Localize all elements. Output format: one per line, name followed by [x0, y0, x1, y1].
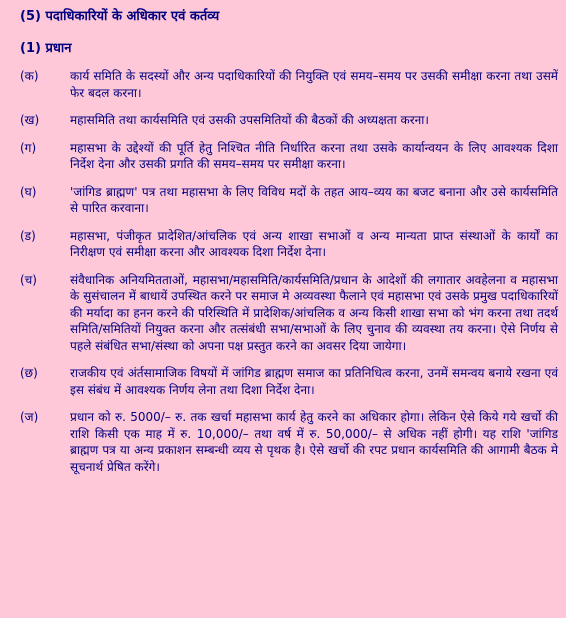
item-text: महासभा, पंजीकृत प्रादेशित/आंचलिक एवं अन्य शाखा सभाओं व अन्य मान्यता प्राप्त संस्थाओं के कार्यों का निरीक्षण एवं समीक्षा करना और आवश्यक दिशा निर्देश देना।: [70, 228, 558, 259]
item-label: (च): [20, 272, 37, 287]
item-label: (ग): [20, 140, 37, 155]
list-item: [20, 112, 558, 129]
list-item: [20, 68, 558, 101]
list-item: [20, 409, 558, 475]
item-label: (ज): [20, 410, 39, 424]
list-item: [20, 184, 558, 217]
section-title: (5) पदाधिकारियों के अधिकार एवं कर्तव्य: [20, 9, 220, 24]
item-text: प्रधान को रु. 5000/– रु. तक खर्चा महासभा कार्य हेतु करने का अधिकार होगा। लेकिन ऐसे किये गये खर्चो की राशि किसी एक माह में रु. 10,000/– तथा वर्ष में रु. 50,000/– से अधिक नहीं होगी। यह राशि 'जांगिड ब्राह्मण पत्र या अन्य प्रकाशन सम्बन्धी व्यय से पृथक है। ऐसे खर्चो की रपट प्रधान कार्यसमिति की आगामी बैठक मे सूचनार्थ प्रेषित करेंगे।: [70, 410, 558, 474]
item-text: 'जांगिड ब्राह्मण' पत्र तथा महासभा के लिए विविध मदों के तहत आय–व्यय का बजट बनाना और उसे कार्यसमिति से पारित करवाना।: [70, 184, 558, 215]
item-text: महासमिति तथा कार्यसमिति एवं उसकी उपसमितियों की बैठकों की अध्यक्षता करना।: [70, 113, 429, 127]
item-text: राजकीय एवं अंर्तसामाजिक विषयों में जांगिड ब्राह्मण समाज का प्रतिनिधित्व करना, उनमें समन्वय बनाये रखना एवं इस संबंध में आवश्यक निर्णय लेना तथा दिशा निर्देश देना।: [70, 366, 558, 397]
item-label: (क): [20, 69, 39, 83]
item-label: (घ): [20, 184, 37, 199]
list-item: [20, 365, 558, 398]
item-label: (ख): [20, 113, 40, 127]
item-text: महासभा के उद्देश्यों की पूर्ति हेतु निश्चित नीति निर्धारित करना तथा उसके कार्यान्वयन के लिए आवश्यक दिशा निर्देश देना और उसकी प्रगति की समय–समय पर समीक्षा करना।: [70, 140, 558, 171]
item-text: संवैधानिक अनियमितताओं, महासभा/महासमिति/कार्यसमिति/प्रधान के आदेशों की लगातार अवहेलना व महासभा के सुसंचालन में बाधायें उपस्थित करने पर समाज मे अव्यवस्था फैलाने एवं महासभा एवं उसके प्रमुख पदाधिकारियों की मर्यादा का हनन करने की परिस्थिति में प्रादेशिक/आंचलिक व अन्य किसी शाखा सभा को भंग करना तथा तदर्थ समिति/समितियों नियुक्त करना और तत्संबंधी सभा/सभाओं के लिए चुनाव की व्यवस्था तय करना। ऐसे निर्णय से पहले संबंधित सभा/संस्था को अपना पक्ष प्रस्तुत करने का अवसर दिया जायेगा।: [70, 272, 558, 353]
list-item: [20, 228, 558, 261]
list-item: [20, 272, 558, 355]
subsection-title: (1) प्रधान: [20, 41, 72, 56]
duty-list: [20, 68, 558, 475]
item-label: (ड): [20, 228, 36, 243]
item-text: कार्य समिति के सदस्यों और अन्य पदाधिकारियों की नियुक्ति एवं समय–समय पर उसकी समीक्षा करना तथा उसमें फेर बदल करना।: [70, 69, 558, 100]
item-label: (छ): [20, 366, 38, 380]
list-item: [20, 140, 558, 173]
